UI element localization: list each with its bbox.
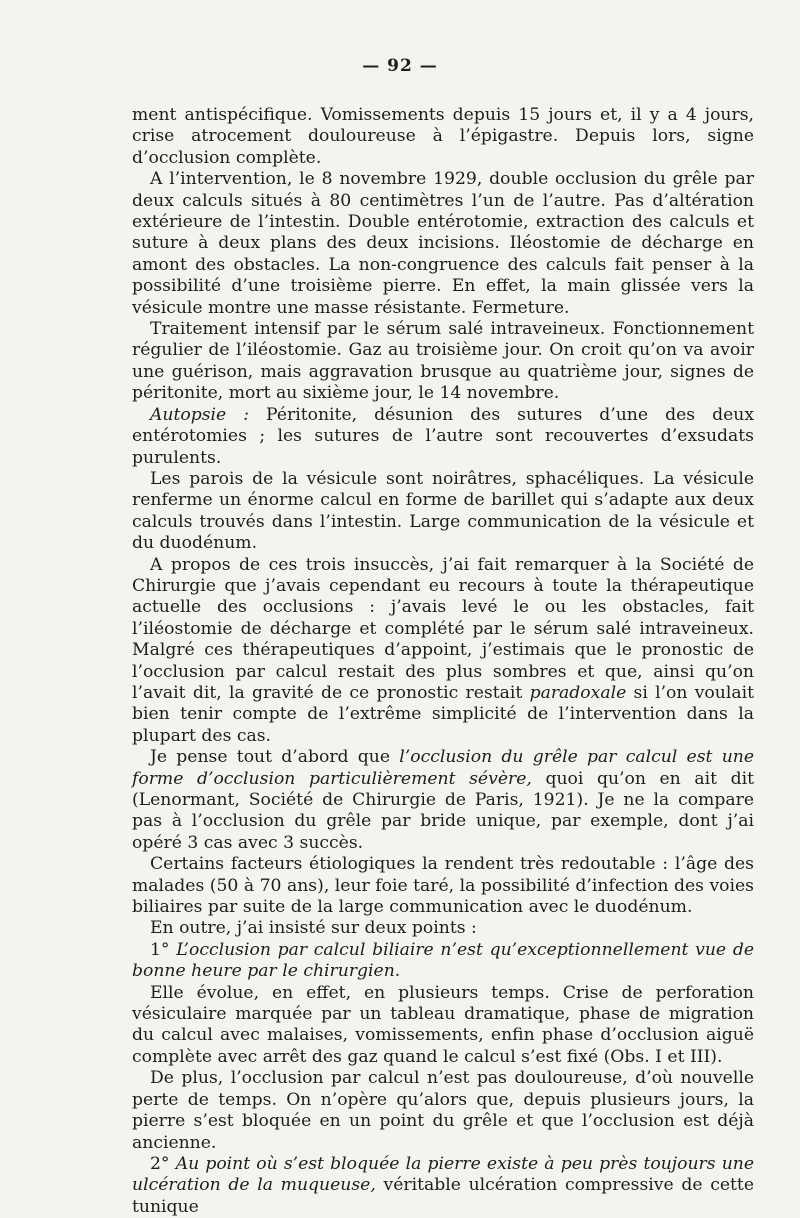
text-run: Certains facteurs étiologiques la rendent très redoutable : l’âge des malades (50 à 70 ans), leur foie taré, la possibilité d’infection des voies biliaires par suite de la large communication avec le duodénum.	[132, 854, 754, 918]
body-text	[132, 105, 754, 1218]
page-number: — 92 —	[362, 56, 438, 76]
text-run: A l’intervention, le 8 novembre 1929, double occlusion du grêle par deux calculs situés à 80 centimètres l’un de l’autre. Pas d’altération extérieure de l’intestin. Double entérotomie, extraction des calculs et suture à deux plans des deux incisions. Iléostomie de décharge en amont des obstacles. La non-congruence des calculs fait penser à la possibilité d’une troisième pierre. En effet, la main glissée vers la vésicule montre une masse résistante. Fermeture.	[132, 169, 754, 318]
paragraph	[132, 747, 754, 854]
paragraph	[132, 1154, 754, 1218]
paragraph	[132, 940, 754, 983]
text-run: Je pense tout d’abord que	[150, 747, 400, 768]
paragraph	[132, 555, 754, 748]
italic-text: L’occlusion par calcul biliaire n’est qu’exceptionnellement vue de bonne heure par le chirurgien.	[132, 939, 754, 982]
text-run: 2°	[150, 1153, 176, 1174]
text-run: Traitement intensif par le sérum salé intraveineux. Fonctionnement régulier de l’iléostomie. Gaz au troisième jour. On croit qu’on va avoir une guérison, mais aggravation brusque au quatrième jour, signes de péritonite, mort au sixième jour, le 14 novembre.	[132, 319, 754, 404]
text-run: véritable ulcération compressive de cette tunique	[132, 1175, 754, 1217]
paragraph	[132, 1068, 754, 1154]
italic-text: Au point où s’est bloquée la pierre existe à peu près toujours une ulcération de la muqueuse,	[132, 1153, 755, 1196]
text-run: En outre, j’ai insisté sur deux points :	[150, 918, 477, 939]
paragraph	[132, 405, 754, 469]
text-run: ment antispécifique. Vomissements depuis 15 jours et, il y a 4 jours, crise atrocement douloureuse à l’épigastre. Depuis lors, signe d’occlusion complète.	[132, 105, 754, 168]
text-run: si l’on voulait bien tenir compte de l’extrême simplicité de l’intervention dans la plupart des cas.	[132, 682, 754, 746]
paragraph	[132, 854, 754, 918]
paragraph	[132, 105, 754, 169]
italic-text: Autopsie :	[150, 404, 250, 425]
text-run: 1°	[150, 939, 177, 960]
text-run: Elle évolue, en effet, en plusieurs temps. Crise de perforation vésiculaire marquée par un tableau dramatique, phase de migration du calcul avec malaises, vomissements, enfin phase d’occlusion aiguë complète avec arrêt des gaz quand le calcul s’est fixé (Obs. I et III).	[132, 982, 754, 1067]
text-run: quoi qu’on en ait dit (Lenormant, Société de Chirurgie de Paris, 1921). Je ne la compare pas à l’occlusion du grêle par bride unique, par exemple, dont j’ai opéré 3 cas avec 3 succès.	[132, 768, 754, 853]
paragraph	[132, 469, 754, 555]
text-run: De plus, l’occlusion par calcul n’est pas douloureuse, d’où nouvelle perte de temps. On n’opère qu’alors que, depuis plusieurs jours, la pierre s’est bloquée en un point du grêle et que l’occlusion est déjà ancienne.	[132, 1068, 754, 1153]
paragraph	[132, 918, 754, 939]
paragraph	[132, 983, 754, 1069]
text-run: Les parois de la vésicule sont noirâtres, sphacéliques. La vésicule renferme un énorme calcul en forme de barillet qui s’adapte aux deux calculs trouvés dans l’intestin. Large communication de la vésicule et du duodénum.	[132, 468, 754, 554]
text-run: A propos de ces trois insuccès, j’ai fait remarquer à la Société de Chirurgie que j’avais cependant eu recours à toute la thérapeutique actuelle des occlusions : j’avais levé le ou les obstacles, fait l’iléostomie de décharge et complété par le sérum salé intraveineux. Malgré ces thérapeutiques d’appoint, j’estimais que le pronostic de l’occlusion par calcul restait des plus sombres et que, ainsi qu’on l’avait dit, la gravité de ce pronostic restait	[132, 554, 754, 703]
italic-text: l’occlusion du grêle par calcul est une forme d’occlusion particulièrement sévère,	[132, 747, 755, 789]
paragraph	[132, 169, 754, 319]
italic-text: paradoxale	[529, 682, 627, 703]
text-run: Péritonite, désunion des sutures d’une des deux entérotomies ; les sutures de l’autre sont recouvertes d’exsudats purulents.	[132, 404, 755, 468]
paragraph	[132, 319, 754, 405]
